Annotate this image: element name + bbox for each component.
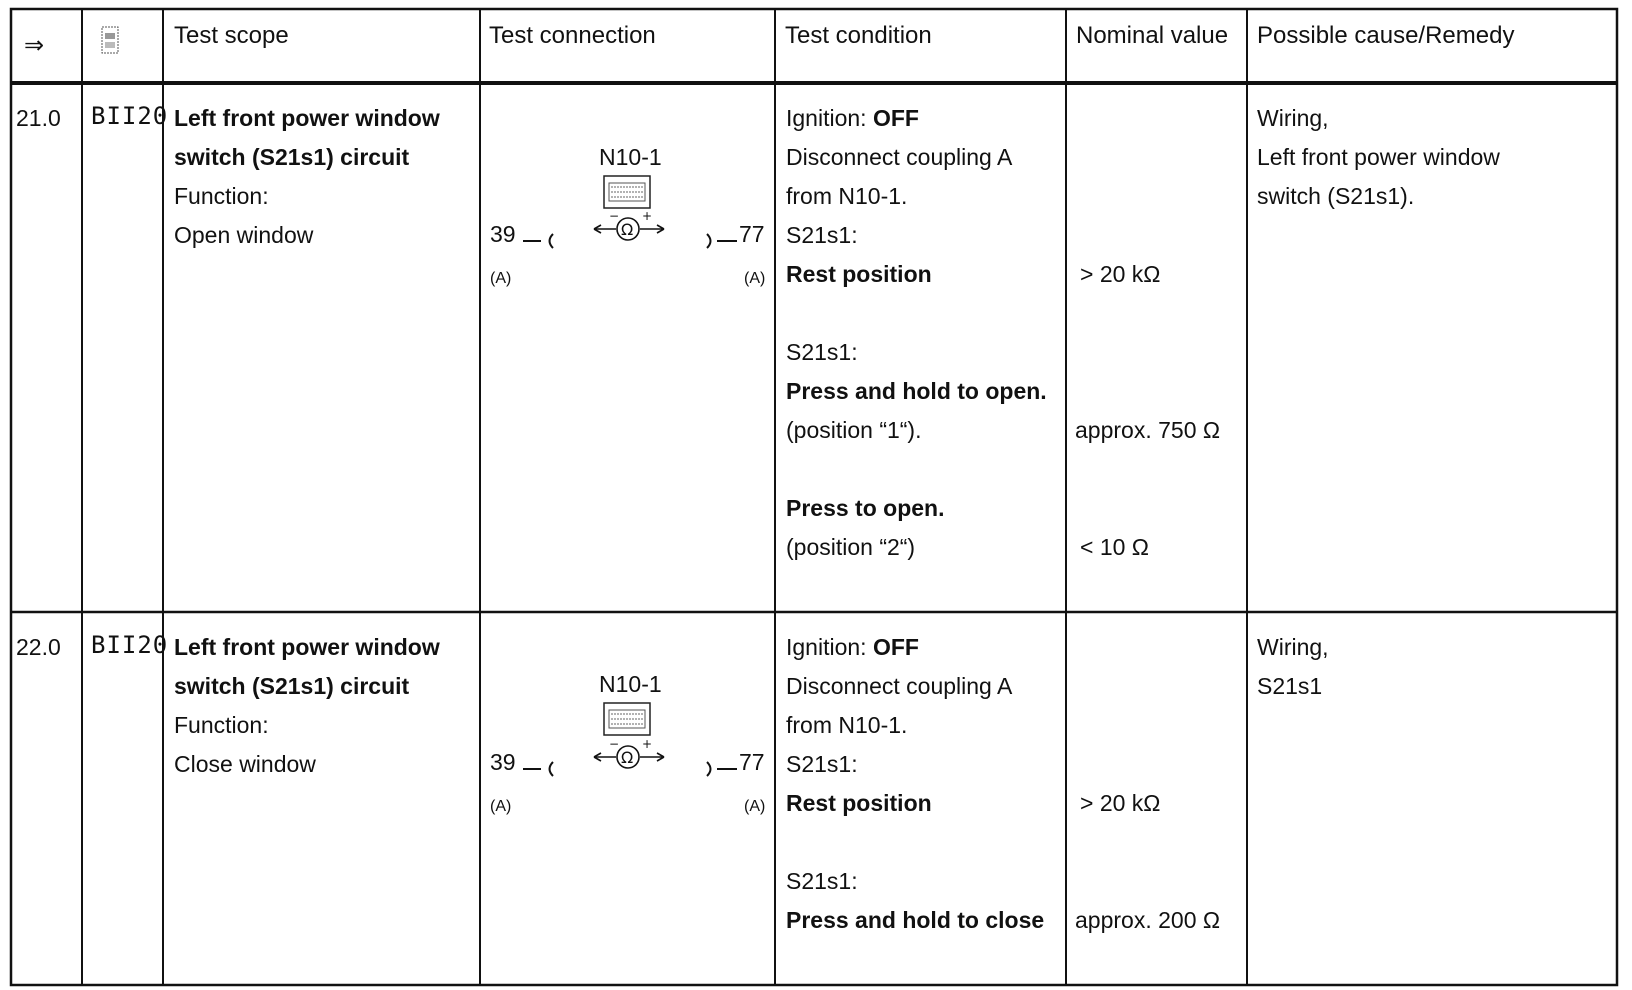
coupling-left: (A) bbox=[490, 270, 512, 287]
function-label: Function: bbox=[174, 183, 269, 209]
svg-text:−: − bbox=[609, 738, 620, 751]
test-condition bbox=[786, 628, 1044, 940]
spacer bbox=[786, 450, 1047, 489]
spacer bbox=[786, 294, 1047, 333]
test-scope bbox=[174, 99, 440, 255]
nominal-value: approx. 200 Ω bbox=[1075, 907, 1221, 933]
coupling-left: (A) bbox=[490, 798, 512, 815]
manual-icon bbox=[100, 26, 122, 68]
ohmmeter-icon bbox=[590, 738, 670, 784]
switch-state: Rest position bbox=[786, 790, 932, 816]
test-scope bbox=[174, 628, 440, 784]
cause-line: Left front power window bbox=[1257, 144, 1500, 170]
instruction-text: Disconnect coupling A bbox=[786, 673, 1013, 699]
spacer bbox=[786, 823, 1044, 862]
pin-left: 39 bbox=[490, 749, 516, 775]
header-possible-cause: Possible cause/Remedy bbox=[1257, 22, 1515, 49]
switch-state: Press to open. bbox=[786, 495, 945, 521]
possible-cause bbox=[1257, 99, 1500, 216]
nominal-value: > 20 kΩ bbox=[1080, 790, 1161, 816]
step-number: 22.0 bbox=[16, 634, 61, 660]
coupling-right: (A) bbox=[744, 798, 766, 815]
switch-position: (position “1“). bbox=[786, 417, 922, 443]
instruction-text: from N10-1. bbox=[786, 183, 908, 209]
connection-module: N10-1 bbox=[599, 144, 662, 170]
ignition-value: OFF bbox=[872, 634, 919, 660]
coupling-right: (A) bbox=[744, 270, 766, 287]
cause-line: Wiring, bbox=[1257, 105, 1329, 131]
function-value: Close window bbox=[174, 751, 316, 777]
switch-position: (position “2“) bbox=[786, 534, 916, 560]
switch-label: S21s1: bbox=[786, 339, 858, 365]
nominal-value: < 10 Ω bbox=[1080, 534, 1149, 560]
switch-state: Rest position bbox=[786, 261, 932, 287]
nominal-value: approx. 750 Ω bbox=[1075, 417, 1221, 443]
header-arrow: ⇒ bbox=[24, 32, 45, 59]
plug-right-icon bbox=[703, 752, 739, 791]
pin-left: 39 bbox=[490, 221, 516, 247]
header-test-scope: Test scope bbox=[174, 22, 289, 49]
header-nominal-value: Nominal value bbox=[1076, 22, 1229, 49]
switch-label: S21s1: bbox=[786, 751, 858, 777]
switch-state: Press and hold to open. bbox=[786, 378, 1047, 404]
ohmmeter-icon bbox=[590, 210, 670, 256]
test-condition bbox=[786, 99, 1047, 567]
header-test-condition: Test condition bbox=[785, 22, 932, 49]
ohm-symbol: Ω bbox=[621, 220, 634, 239]
scope-title: switch (S21s1) circuit bbox=[174, 144, 410, 170]
connection-module: N10-1 bbox=[599, 671, 662, 697]
pin-right: 77 bbox=[739, 221, 765, 247]
switch-state: Press and hold to close bbox=[786, 907, 1045, 933]
ignition-value: OFF bbox=[872, 105, 919, 131]
nominal-value: > 20 kΩ bbox=[1080, 261, 1161, 287]
svg-text:+: + bbox=[642, 738, 653, 751]
switch-label: S21s1: bbox=[786, 868, 858, 894]
instruction-text: Disconnect coupling A bbox=[786, 144, 1013, 170]
possible-cause bbox=[1257, 628, 1329, 706]
step-number: 21.0 bbox=[16, 105, 61, 131]
scope-title: switch (S21s1) circuit bbox=[174, 673, 410, 699]
function-label: Function: bbox=[174, 712, 269, 738]
plug-left-icon bbox=[521, 752, 557, 791]
diagnostic-code: BII20 bbox=[91, 631, 169, 659]
svg-text:−: − bbox=[609, 210, 620, 223]
plug-right-icon bbox=[703, 224, 739, 263]
scope-title: Left front power window bbox=[174, 634, 440, 660]
ignition-line bbox=[786, 99, 1047, 138]
cause-line: Wiring, bbox=[1257, 634, 1329, 660]
diagnostic-code: BII20 bbox=[91, 102, 169, 130]
pin-right: 77 bbox=[739, 749, 765, 775]
instruction-text: from N10-1. bbox=[786, 712, 908, 738]
cause-line: S21s1 bbox=[1257, 673, 1323, 699]
svg-text:+: + bbox=[642, 210, 653, 223]
ignition-line bbox=[786, 628, 1044, 667]
function-value: Open window bbox=[174, 222, 314, 248]
scope-title: Left front power window bbox=[174, 105, 440, 131]
cause-line: switch (S21s1). bbox=[1257, 183, 1415, 209]
ohm-symbol: Ω bbox=[621, 748, 634, 767]
header-test-connection: Test connection bbox=[489, 22, 656, 49]
plug-left-icon bbox=[521, 224, 557, 263]
ignition-label: Ignition: bbox=[786, 105, 867, 131]
ignition-label: Ignition: bbox=[786, 634, 867, 660]
switch-label: S21s1: bbox=[786, 222, 858, 248]
